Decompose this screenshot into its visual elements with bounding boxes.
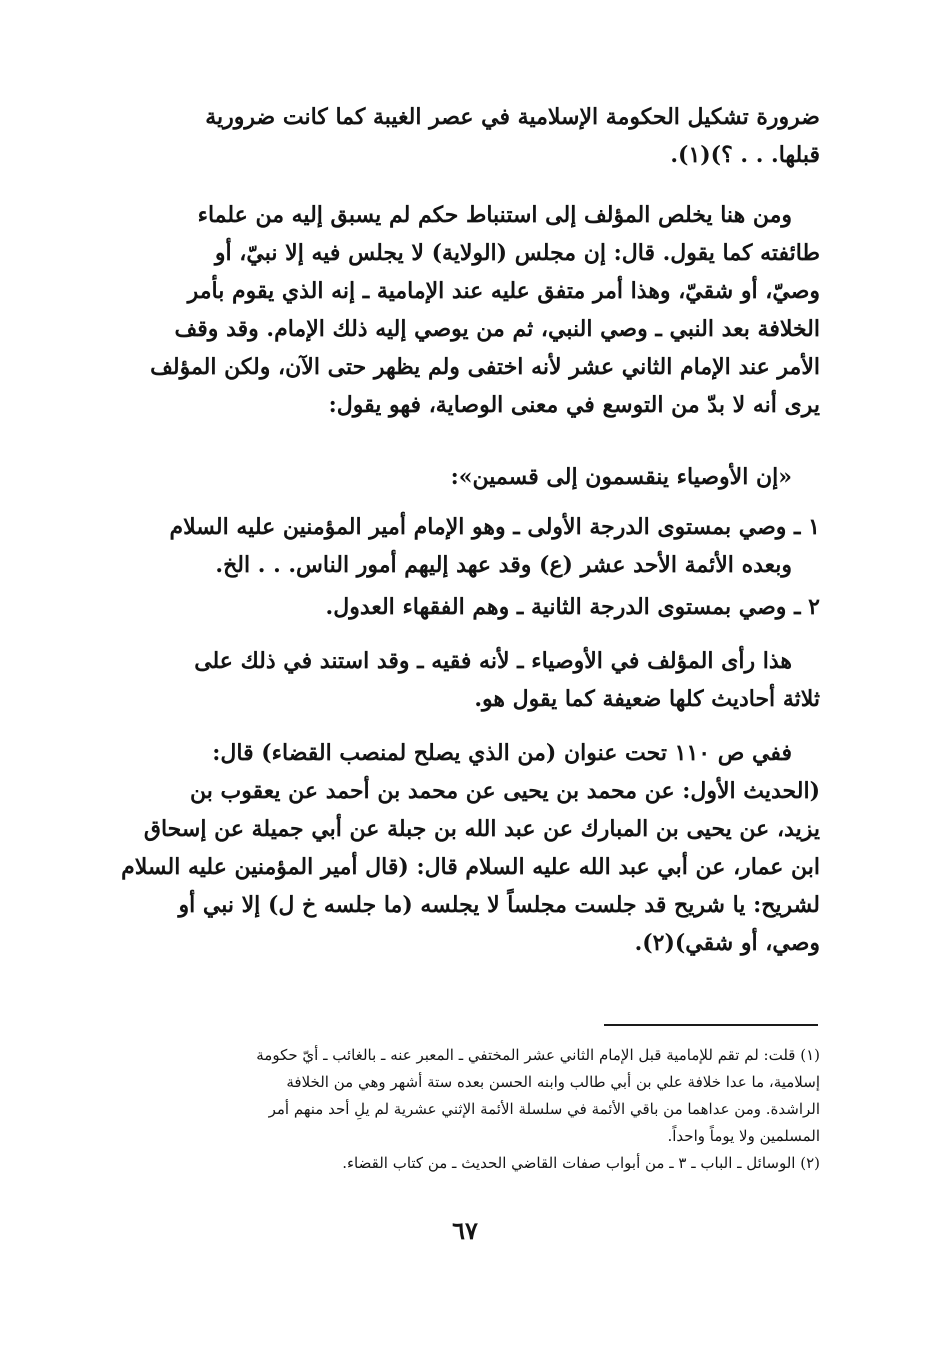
footnote-line: الراشدة. ومن عداهما من باقي الأئمة في سلسلة الأئمة الإثني عشرية لم يلِ أحد منهم أمر bbox=[268, 1100, 820, 1118]
footnote-1 bbox=[118, 1042, 820, 1150]
page-number: ٦٧ bbox=[452, 1216, 478, 1245]
paragraph-author-ruling bbox=[118, 196, 820, 424]
text-line: يزيد، عن يحيى بن المبارك عن عبد الله بن جبلة عن أبي جميلة عن إسحاق bbox=[143, 816, 820, 842]
text-line: ١ ـ وصي بمستوى الدرجة الأولى ـ وهو الإمام أمير المؤمنين عليه السلام bbox=[169, 514, 820, 540]
footnote-separator bbox=[604, 1024, 818, 1026]
footnote-line: (١) قلت: لم تقم للإمامية قبل الإمام الثاني عشر المختفي ـ المعبر عنه ـ بالغائب ـ أيّ حكومة bbox=[256, 1046, 820, 1064]
text-line: ومن هنا يخلص المؤلف إلى استنباط حكم لم يسبق إليه من علماء bbox=[197, 202, 792, 228]
text-line: ابن عمار، عن أبي عبد الله عليه السلام قال: (قال أمير المؤمنين عليه السلام bbox=[121, 854, 820, 880]
text-line: الأمر عند الإمام الثاني عشر لأنه اختفى ولم يظهر حتى الآن، ولكن المؤلف bbox=[150, 354, 820, 380]
footnote-2 bbox=[118, 1150, 820, 1177]
text-line: «إن الأوصياء ينقسمون إلى قسمين»: bbox=[450, 464, 792, 490]
text-line: ضرورة تشكيل الحكومة الإسلامية في عصر الغيبة كما كانت ضرورية bbox=[205, 104, 820, 130]
text-line: لشريح: يا شريح قد جلست مجلساً لا يجلسه (ما جلسه خ ل) إلا نبي أو bbox=[178, 892, 820, 918]
quote-intro bbox=[118, 458, 820, 496]
paragraph-continuation bbox=[118, 98, 820, 174]
footnote-line: (٢) الوسائل ـ الباب ـ ٣ ـ من أبواب صفات القاضي الحديث ـ من كتاب القضاء. bbox=[342, 1154, 820, 1172]
text-line: قبلها. . . ؟)(١). bbox=[670, 142, 820, 168]
text-line: هذا رأى المؤلف في الأوصياء ـ لأنه فقيه ـ وقد استند في ذلك على bbox=[194, 648, 792, 674]
text-line: ثلاثة أحاديث كلها ضعيفة كما يقول هو. bbox=[474, 686, 820, 712]
paragraph-hadith bbox=[118, 734, 820, 962]
text-line: (الحديث الأول: عن محمد بن يحيى عن محمد بن أحمد عن يعقوب بن bbox=[190, 778, 820, 804]
text-line: وبعده الأئمة الأحد عشر (ع) وقد عهد إليهم أمور الناس. . . الخ. bbox=[215, 552, 792, 578]
text-line: وصيّ، أو شقيّ، وهذا أمر متفق عليه عند الإمامية ـ إنه الذي يقوم بأمر bbox=[187, 278, 820, 304]
text-line: يرى أنه لا بدّ من التوسع في معنى الوصاية، فهو يقول: bbox=[328, 392, 820, 418]
list-item-1 bbox=[118, 508, 820, 584]
text-line: الخلافة بعد النبي ـ وصي النبي، ثم من يوصي إليه ذلك الإمام. وقد وقف bbox=[174, 316, 820, 342]
text-line: وصي، أو شقي)(٢). bbox=[634, 930, 820, 956]
list-item-2 bbox=[118, 588, 820, 626]
text-line: ٢ ـ وصي بمستوى الدرجة الثانية ـ وهم الفقهاء العدول. bbox=[325, 594, 820, 620]
footnote-line: إسلامية، ما عدا خلافة علي بن أبي طالب وابنه الحسن بعده ستة أشهر وهي من الخلافة bbox=[286, 1073, 820, 1091]
paragraph-author-opinion bbox=[118, 642, 820, 718]
text-line: طائفته كما يقول. قال: إن مجلس (الولاية) لا يجلس فيه إلا نبيّ، أو bbox=[214, 240, 820, 266]
footnote-line: المسلمين ولا يوماً واحداً. bbox=[667, 1127, 820, 1145]
text-line: ففي ص ١١٠ تحت عنوان (من الذي يصلح لمنصب القضاء) قال: bbox=[212, 740, 792, 766]
